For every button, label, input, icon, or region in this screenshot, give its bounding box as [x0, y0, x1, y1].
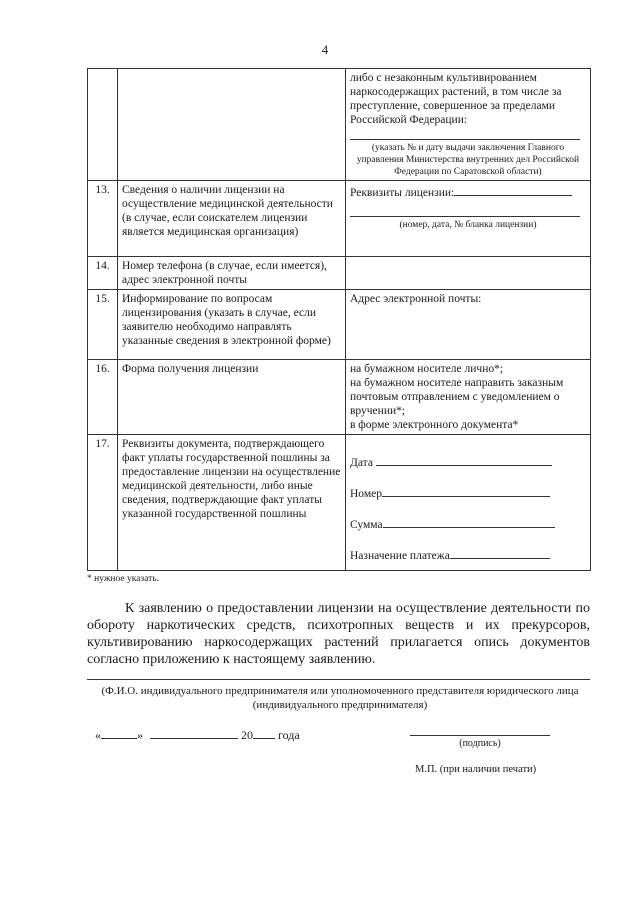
payment-purpose-field[interactable] [450, 546, 550, 559]
conviction-blank-line[interactable] [350, 129, 580, 140]
footnote: * нужное указать. [87, 574, 159, 584]
signatory-caption: (Ф.И.О. индивидуального предпринимателя или уполномоченного представителя юридического лица (индивидуального предпринимателя) [101, 685, 579, 711]
row-label: Реквизиты документа, подтверждающего факт уплаты государственной пошлины за предоставление лицензии на осуществление медицинской деятельности, либо иные сведения, подтверждающие факт уплаты указанной государственной пошлины [118, 435, 346, 571]
table-row [88, 69, 591, 181]
payment-amount-field[interactable] [383, 515, 555, 528]
row-number: 14. [88, 257, 118, 290]
day-field[interactable] [101, 726, 137, 739]
payment-purpose-label: Назначение платежа [350, 550, 450, 562]
row-number [88, 69, 118, 181]
receipt-option-paper-in-person[interactable]: на бумажном носителе лично*; [350, 363, 504, 375]
row-label: Номер телефона (в случае, если имеется), адрес электронной почты [118, 257, 346, 290]
payment-amount-label: Сумма [350, 519, 383, 531]
seal-note: М.П. (при наличии печати) [415, 764, 537, 775]
payment-number-label: Номер [350, 488, 382, 500]
row-value [346, 360, 591, 435]
year-field[interactable] [253, 726, 275, 739]
conviction-note: (указать № и дату выдачи заключения Главного управления Министерства внутренних дел Российской Федерации по Саратовской области) [356, 143, 580, 177]
table-row [88, 181, 591, 257]
row-label: Информирование по вопросам лицензирования (указать в случае, если заявителю необходимо направлять указанные сведения в электронной форме) [118, 290, 346, 360]
row-label: Форма получения лицензии [118, 360, 346, 435]
row-number: 16. [88, 360, 118, 435]
email-address-value[interactable]: Адрес электронной почты: [346, 290, 591, 360]
receipt-option-electronic[interactable]: в форме электронного документа* [350, 419, 519, 431]
year-suffix: года [278, 728, 300, 742]
row-value [346, 69, 591, 181]
year-prefix: 20 [241, 728, 253, 742]
table-row [88, 290, 591, 360]
table-row [88, 435, 591, 571]
month-field[interactable] [150, 726, 238, 739]
row-number: 13. [88, 181, 118, 257]
date-close-quote: » [137, 728, 143, 742]
date-row [95, 726, 300, 743]
row-number: 17. [88, 435, 118, 571]
signatory-name-line[interactable] [87, 679, 590, 680]
payment-date-field[interactable] [376, 453, 552, 466]
signature-line[interactable] [410, 735, 550, 736]
table-row [88, 257, 591, 290]
license-details-note: (номер, дата, № бланка лицензии) [399, 220, 537, 230]
row-value [346, 181, 591, 257]
date-open-quote: « [95, 728, 101, 742]
row-number: 15. [88, 290, 118, 360]
license-details-blank[interactable] [454, 183, 572, 196]
signature-caption: (подпись) [459, 738, 501, 749]
payment-number-field[interactable] [382, 484, 550, 497]
payment-date-label: Дата [350, 457, 373, 469]
application-form-table [87, 68, 591, 571]
phone-email-value[interactable] [346, 257, 591, 290]
license-details-label: Реквизиты лицензии: [350, 187, 455, 199]
table-row [88, 360, 591, 435]
license-details-line[interactable] [350, 206, 580, 217]
receipt-option-paper-by-mail[interactable]: на бумажном носителе направить заказным почтовым отправлением с уведомлением о вручении*; [350, 377, 564, 417]
page-number: 4 [321, 42, 329, 57]
attachment-paragraph: К заявлению о предоставлении лицензии на осуществление деятельности по обороту наркотических средств, психотропных веществ и их прекурсоров, культивированию наркосодержащих растений прилагается опись документов согласно приложению к настоящему заявлению. [87, 601, 590, 667]
row-label [118, 69, 346, 181]
row-value [346, 435, 591, 571]
conviction-text: либо с незаконным культивированием наркосодержащих растений, в том числе за преступление, совершенное за пределами Российской Федерации: [350, 72, 562, 126]
row-label: Сведения о наличии лицензии на осуществление медицинской деятельности (в случае, если соискателем лицензии является медицинская организация) [118, 181, 346, 257]
